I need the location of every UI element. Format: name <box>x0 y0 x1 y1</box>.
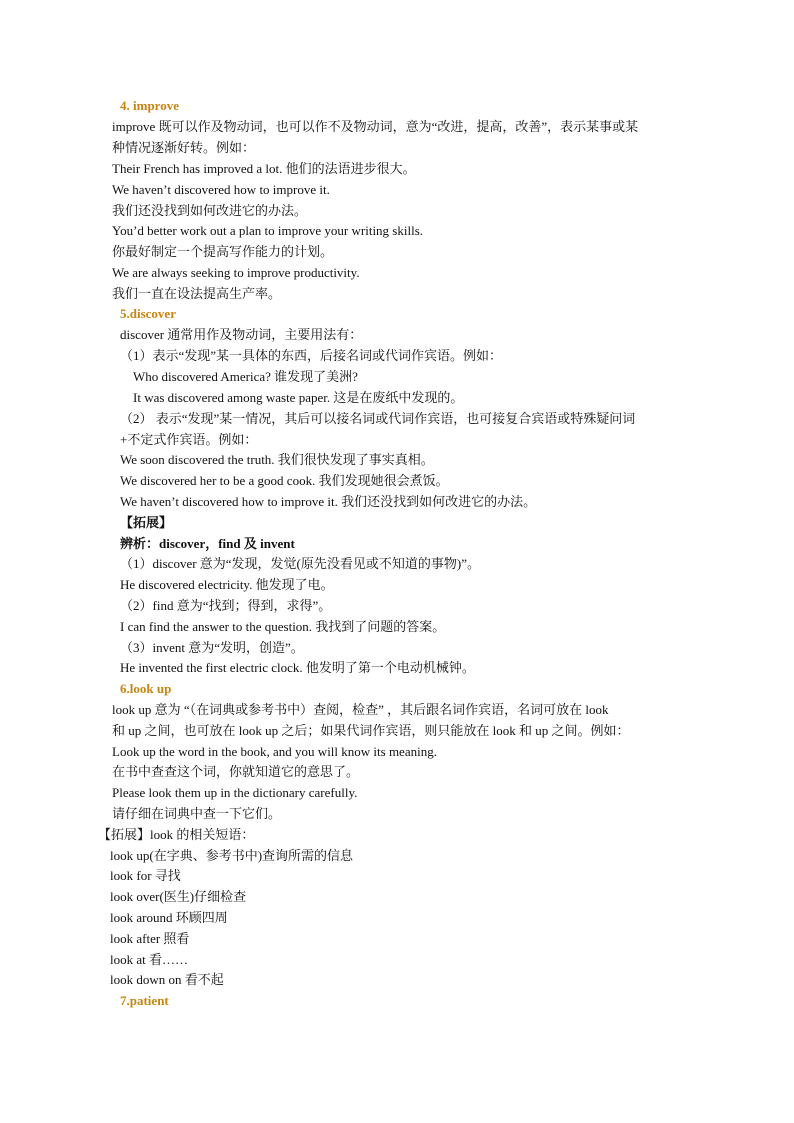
paragraph-line: （3）invent 意为“发明，创造”。 <box>120 640 304 655</box>
example-line: We haven’t discovered how to improve it. <box>112 182 330 197</box>
paragraph-line: discover 通常用作及物动词，主要用法有： <box>120 327 363 342</box>
example-line: I can find the answer to the question. 我找到了问题的答案。 <box>120 619 446 634</box>
example-line: He discovered electricity. 他发现了电。 <box>120 577 334 592</box>
paragraph-line: improve 既可以作及物动词，也可以作不及物动词，意为“改进，提高，改善”，表示某事或某 <box>112 119 639 134</box>
translation-line: 你最好制定一个提高写作能力的计划。 <box>112 244 334 259</box>
comparison-heading: 辨析：discover，find 及 invent <box>120 536 295 551</box>
extension-label: 【拓展】 <box>120 515 173 530</box>
paragraph-line: look up 意为 “（在词典或参考书中）查阅，检查” ，其后跟名词作宾语，名词可放在 look <box>112 702 609 717</box>
example-line: Please look them up in the dictionary carefully. <box>112 785 358 800</box>
paragraph-line: （1）表示“发现”某一具体的东西，后接名词或代词作宾语。例如： <box>120 348 503 363</box>
example-line: You’d better work out a plan to improve your writing skills. <box>112 223 424 238</box>
example-line: We soon discovered the truth. 我们很快发现了事实真相。 <box>120 452 434 467</box>
paragraph-line: （2） 表示“发现”某一情况，其后可以接名词或代词作宾语，也可接复合宾语或特殊疑问词 <box>120 411 636 426</box>
paragraph-line: 和 up 之间，也可放在 look up 之后；如果代词作宾语，则只能放在 look 和 up 之间。例如： <box>112 723 630 738</box>
translation-line: 我们还没找到如何改进它的办法。 <box>112 203 308 218</box>
translation-line: 我们一直在设法提高生产率。 <box>112 286 282 301</box>
phrase-item: look over(医生)仔细检查 <box>110 889 247 904</box>
example-line: Who discovered America? 谁发现了美洲? <box>133 369 358 384</box>
translation-line: 在书中查查这个词，你就知道它的意思了。 <box>112 764 360 779</box>
heading-discover: 5.discover <box>120 306 176 321</box>
example-line: We discovered her to be a good cook. 我们发现她很会煮饭。 <box>120 473 449 488</box>
paragraph-line: （2）find 意为“找到；得到，求得”。 <box>120 598 332 613</box>
phrase-item: look down on 看不起 <box>110 972 224 987</box>
heading-look-up: 6.look up <box>120 681 172 696</box>
paragraph-line: 种情况逐渐好转。例如： <box>112 140 256 155</box>
example-line: Look up the word in the book, and you will know its meaning. <box>112 744 437 759</box>
example-line: Their French has improved a lot. 他们的法语进步很大。 <box>112 161 416 176</box>
extension-label: 【拓展】look 的相关短语： <box>98 827 255 842</box>
heading-improve: 4. improve <box>120 98 179 113</box>
phrase-item: look around 环顾四周 <box>110 910 228 925</box>
example-line: He invented the first electric clock. 他发明了第一个电动机械钟。 <box>120 660 475 675</box>
heading-patient: 7.patient <box>120 993 169 1008</box>
example-line: We are always seeking to improve productivity. <box>112 265 360 280</box>
phrase-item: look at 看…… <box>110 952 188 967</box>
phrase-item: look for 寻找 <box>110 868 181 883</box>
phrase-item: look after 照看 <box>110 931 190 946</box>
translation-line: 请仔细在词典中查一下它们。 <box>112 806 282 821</box>
paragraph-line: （1）discover 意为“发现，发觉(原先没看见或不知道的事物)”。 <box>120 556 480 571</box>
example-line: It was discovered among waste paper. 这是在废纸中发现的。 <box>133 390 464 405</box>
paragraph-line: +不定式作宾语。例如： <box>120 432 258 447</box>
phrase-item: look up(在字典、参考书中)查询所需的信息 <box>110 848 354 863</box>
example-line: We haven’t discovered how to improve it. 我们还没找到如何改进它的办法。 <box>120 494 537 509</box>
